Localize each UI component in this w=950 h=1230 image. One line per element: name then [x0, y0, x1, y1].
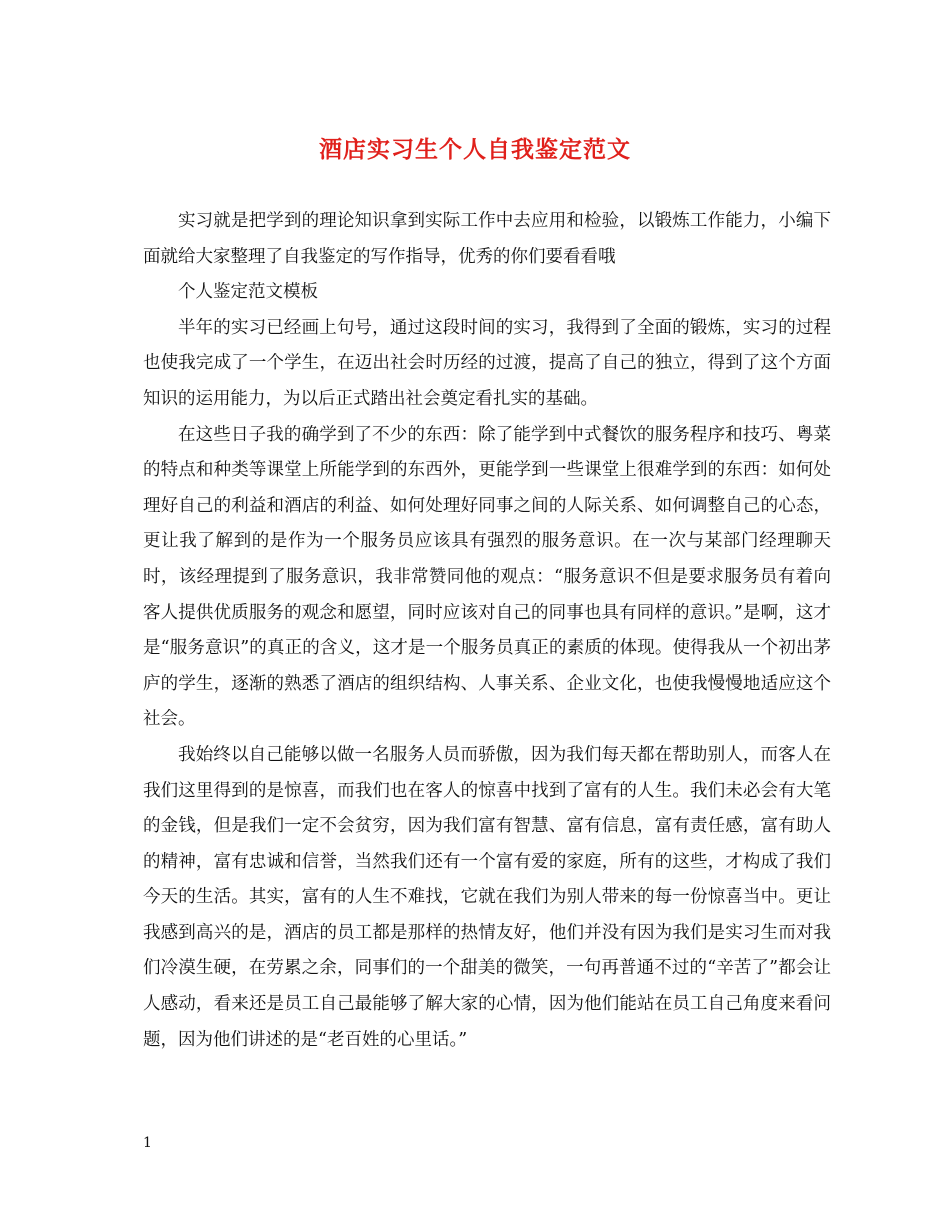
paragraph-1: 半年的实习已经画上句号，通过这段时间的实习，我得到了全面的锻炼，实习的过程也使我完成了一个学生，在迈出社会时历经的过渡，提高了自己的独立，得到了这个方面知识的运用能力，为以后正式踏出社会奠定看扎实的基础。	[143, 317, 831, 409]
paragraph-subheading: 个人鉴定范文模板	[178, 282, 318, 303]
paragraph-intro: 实习就是把学到的理论知识拿到实际工作中去应用和检验，以锻炼工作能力，小编下面就给大家整理了自我鉴定的写作指导，优秀的你们要看看哦	[143, 211, 831, 267]
document-body	[143, 204, 831, 1058]
paragraph-3: 我始终以自己能够以做一名服务人员而骄傲，因为我们每天都在帮助别人，而客人在我们这里得到的是惊喜，而我们也在客人的惊喜中找到了富有的人生。我们未必会有大笔的金钱，但是我们一定不会贫穷，因为我们富有智慧、富有信息，富有责任感，富有助人的精神，富有忠诚和信誉，当然我们还有一个富有爱的家庭，所有的这些，才构成了我们今天的生活。其实，富有的人生不难找，它就在我们为别人带来的每一份惊喜当中。更让我感到高兴的是，酒店的员工都是那样的热情友好，他们并没有因为我们是实习生而对我们冷漠生硬，在劳累之余，同事们的一个甜美的微笑，一句再普通不过的“辛苦了”都会让人感动，看来还是员工自己最能够了解大家的心情，因为他们能站在员工自己角度来看问题，因为他们讲述的是“老百姓的心里话。”	[143, 744, 831, 1050]
page-number: 1	[143, 1135, 152, 1151]
paragraph-2: 在这些日子我的确学到了不少的东西：除了能学到中式餐饮的服务程序和技巧、粤菜的特点和种类等课堂上所能学到的东西外，更能学到一些课堂上很难学到的东西：如何处理好自己的利益和酒店的利益、如何处理好同事之间的人际关系、如何调整自己的心态，更让我了解到的是作为一个服务员应该具有强烈的服务意识。在一次与某部门经理聊天时，该经理提到了服务意识，我非常赞同他的观点：“服务意识不但是要求服务员有着向客人提供优质服务的观念和愿望，同时应该对自己的同事也具有同样的意识。”是啊，这才是“服务意识”的真正的含义，这才是一个服务员真正的素质的体现。使得我从一个初出茅庐的学生，逐渐的熟悉了酒店的组织结构、人事关系、企业文化，也使我慢慢地适应这个社会。	[143, 424, 831, 730]
document-title: 酒店实习生个人自我鉴定范文	[319, 136, 631, 163]
